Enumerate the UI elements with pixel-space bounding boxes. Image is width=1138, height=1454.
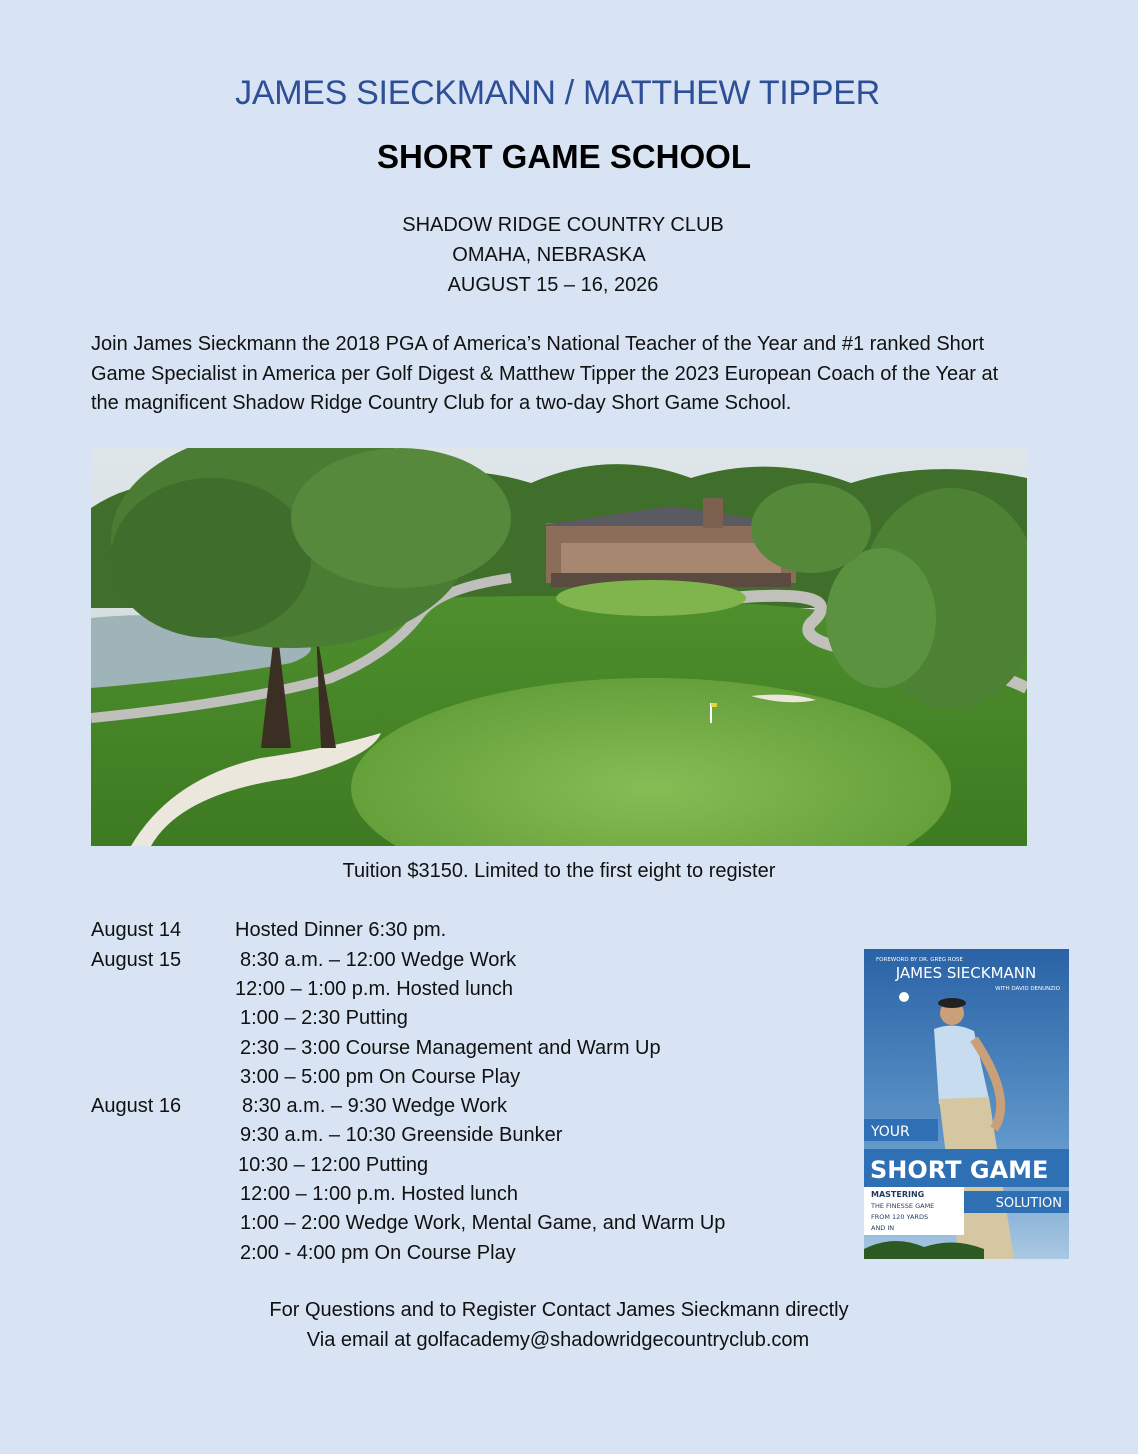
book-subtitle: MASTERING bbox=[871, 1190, 925, 1199]
book-subtitle: FROM 120 YARDS bbox=[871, 1213, 929, 1221]
instructors-heading: JAMES SIECKMANN / MATTHEW TIPPER bbox=[235, 74, 880, 112]
book-title-top: YOUR bbox=[871, 1124, 910, 1140]
book-title-main: SHORT GAME bbox=[870, 1156, 1049, 1184]
schedule-day: August 15 bbox=[91, 949, 182, 971]
venue-club: SHADOW RIDGE COUNTRY CLUB bbox=[402, 214, 724, 236]
course-photo bbox=[91, 448, 1027, 846]
tuition-note: Tuition $3150. Limited to the first eight to register bbox=[342, 860, 776, 882]
schedule-item: 8:30 a.m. – 12:00 Wedge Work bbox=[240, 949, 517, 971]
intro-paragraph: Join James Sieckmann the 2018 PGA of America’s National Teacher of the Year and #1 ranked Short Game Specialist in America per Golf Digest & Matthew Tipper the 2023 European Coach of the Year at the magnificent Shadow Ridge Country Club for a two-day Short Game School. bbox=[91, 333, 999, 414]
schedule-item: 12:00 – 1:00 p.m. Hosted lunch bbox=[235, 978, 513, 1000]
schedule-day: August 14 bbox=[91, 919, 182, 941]
schedule-item: 2:30 – 3:00 Course Management and Warm Up bbox=[240, 1037, 661, 1059]
schedule-item: 12:00 – 1:00 p.m. Hosted lunch bbox=[240, 1183, 518, 1205]
schedule-item: Hosted Dinner 6:30 pm. bbox=[235, 919, 447, 941]
schedule-day: August 16 bbox=[91, 1095, 182, 1117]
book-subtitle: AND IN bbox=[871, 1224, 895, 1232]
schedule-item: 9:30 a.m. – 10:30 Greenside Bunker bbox=[240, 1124, 563, 1146]
book-coauthor: WITH DAVID DENUNZIO bbox=[995, 986, 1060, 992]
book-author: JAMES SIECKMANN bbox=[895, 964, 1037, 982]
book-foreword: FOREWORD BY DR. GREG ROSE bbox=[876, 957, 963, 963]
schedule-item: 3:00 – 5:00 pm On Course Play bbox=[240, 1066, 521, 1088]
schedule-item: 2:00 - 4:00 pm On Course Play bbox=[240, 1242, 516, 1264]
contact-line: For Questions and to Register Contact James Sieckmann directly bbox=[269, 1299, 849, 1321]
venue-dates: AUGUST 15 – 16, 2026 bbox=[447, 274, 659, 296]
book-title-end: SOLUTION bbox=[995, 1196, 1062, 1211]
schedule-item: 8:30 a.m. – 9:30 Wedge Work bbox=[242, 1095, 507, 1117]
venue-location: OMAHA, NEBRASKA bbox=[452, 244, 646, 266]
page-title: SHORT GAME SCHOOL bbox=[376, 138, 751, 175]
contact-email: Via email at golfacademy@shadowridgecountryclub.com bbox=[306, 1329, 810, 1351]
schedule-item: 1:00 – 2:00 Wedge Work, Mental Game, and Warm Up bbox=[240, 1212, 726, 1234]
schedule-item: 1:00 – 2:30 Putting bbox=[240, 1007, 408, 1029]
schedule-item: 10:30 – 12:00 Putting bbox=[238, 1154, 429, 1176]
book-subtitle: THE FINESSE GAME bbox=[871, 1202, 935, 1210]
book-cover bbox=[864, 949, 1069, 1259]
